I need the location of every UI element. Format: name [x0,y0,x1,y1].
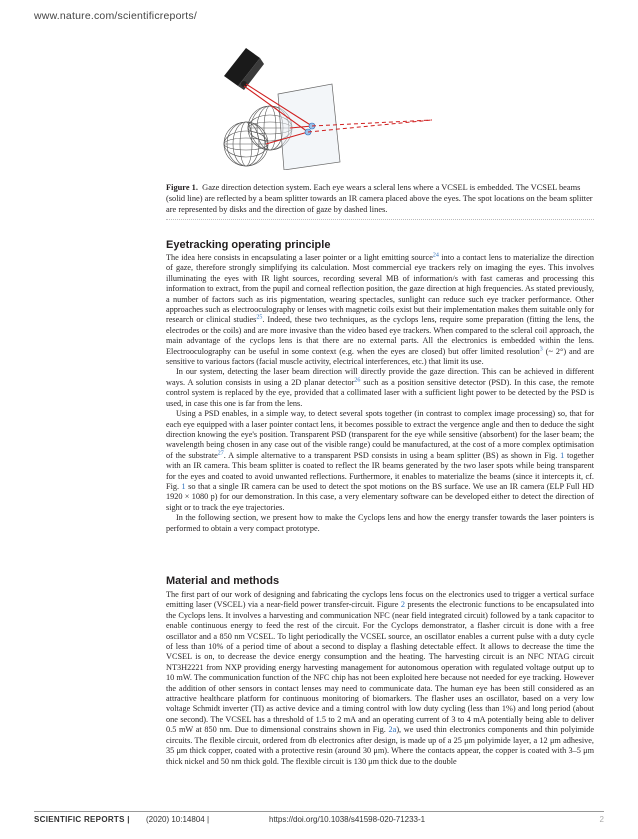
figure-caption [166,182,594,215]
paragraph: Using a PSD enables, in a simple way, to detect several spots together (in contrast to complex image processing) so, that for each eye equipped with a laser pointer contact lens, it becomes possible to extract the vergence angle and then to deduce the sight direction knowing the eye's position. Transparent PSD (transparent for the eye while sensitive (absorbent) for the laser beam; the wavelength being chosen in any case out of the visible range) could be manufactured, at the cost of a more complex optimisation of the substrate$^{27}$. A simple alternative to a transparent PSD consists in using a beam splitter (BS) as shown in Fig. 1 together with an IR camera. This beam splitter is coated to reflect the IR beams generated by the two laser spots while being transparent for the eyes and coated to avoid unwanted reflections. Furthermore, it enables to materialize the beams (since it intercepts it, cf. Fig. 1 so that a single IR camera can be used to detect the spot motions on the BS surface. We use an IR camera (ELP Full HD 1920 × 1080 p) for our demonstration. In this case, a very elementary software can be developed either to detect the direction of sight or to track the eye trajectories. [166,409,595,512]
figure-label: Figure 1. [166,183,198,192]
figure-link[interactable]: 1 [181,481,186,491]
figure-link[interactable]: 2a [388,725,397,735]
journal-url[interactable]: www.nature.com/scientificreports/ [34,10,197,22]
page-footer [34,815,604,824]
ir-camera [224,48,264,90]
reference-link[interactable]: 26 [354,377,361,384]
figure-1-illustration [200,46,440,170]
footer-divider [34,811,604,812]
paragraph: The idea here consists in encapsulating a laser pointer or a light emitting source$^{24}$ into a contact lens to materialize the direction of gaze, therefore strongly simplifying its calculation. Most commercial eye trackers rely on imaging the eyes. This involves illuminating the eyes with IR light sources, recording several MB of information/s with fast cameras and processing this information to extract, from the pupil and corneal reflection position, the gaze direction at high frequencies. As stated previously, a number of factors such as iris pigmentation, wearing spectacles, sunlight can reduce such eye tracker performance. Other approaches such as electrooculography or lenses with magnetic coils exist but their implementation makes them suitable only for research or clinical studies$^{25}$. Indeed, these two techniques, as the cyclops lens, require some preparation (fitting the lens, the electrodes or the coils) and are more invasive than the video based eye trackers. When compared to the scleral coil approach, the main advantage of the cyclops lens is that there are no external parts. All the electronics is embedded within the lens. Electrooculography can be useful in some context (e.g. when the eyes are closed) but offer limited resolution$^3$ (~ 2°) and are sensitive to various factors (facial muscle activity, electrical interferences, etc.) that limit its use. [166,252,594,367]
section-title-eyetracking: Eyetracking operating principle [166,239,331,251]
caption-divider [166,219,594,220]
footer-doi-link[interactable]: https://doi.org/10.1038/s41598-020-71233-1 [269,815,426,824]
paragraph: In the following section, we present how to make the Cyclops lens and how the energy transfer towards the laser pointers is performed to obtain a very compact prototype. [166,513,594,533]
figure-link[interactable]: 2 [400,600,405,610]
footer-journal: SCIENTIFIC REPORTS | [34,815,130,824]
figure-caption-text: Gaze direction detection system. Each eye wears a scleral lens where a VCSEL is embedded. The VCSEL beams (solid line) are reflected by a beam splitter towards an IR camera placed above the eyes. The spot locations on the beam splitter are represented by disks and the direction of gaze by dashed lines. [166,183,593,214]
paragraph: The first part of our work of designing and fabricating the cyclops lens focus on the electronics used to trigger a vertical surface emitting laser (VSCEL) via a near-field power transfer-circuit. Figure 2 presents the electronic functions to be encapsulated into the Cyclops lens. It involves a harvesting and communication NFC (near field integrated circuit) followed by a tank capacitor to enable continuous energy to feed the rest of the circuit. For the Cyclops demonstrator, a flasher circuit is done with a free oscillator and a 850 nm VCSEL. To light periodically the VCSEL source, an oscillator enables a current pulse with a duty cycle of less than 10% of a period time of about a second to display a flashing detectable effect. It allows to decrease the time the VCSEL is on, to decrease the device energy consumption and the heating. The harvesting circuit is an NFC NTAG circuit NT3H2221 from NXP providing energy harvesting management for autonomous operation with regulated voltage output up to 10 mW. The communication function of the NFC chip has not been exploited here because not needed for eye tracking. However the addition of other sensors in contact lenses may need to communicate data. The human eye has been still considered as an attractive healthcare platform for continuous monitoring of biomarkers. The flasher uses an oscillator, based on a very low voltage Schmidt inverter (TI) as active device and a timing control with low duty cycling (less than 1%) and long period (about one second). The VCSEL has a threshold of 1.5 to 2 mA and an operating current of 3 to 4 mA potentially being able to deliver 0.5 mW at 850 nm. Due to dimensional constrains shown in Fig. 2a), we used thin electronics components and thin polyimide circuits. The flexible circuit, ordered from db electronics after design, is made up of a 25 μm polyimide layer, a 12 μm adhesive, 35 μm thick copper, coated with a protective resin (around 30 μm). Where the contacts appear, the copper is coated with 3–5 μm thick nickel and 50 nm thick gold. The flexible circuit is 130 μm thick due to the double [166,590,594,766]
reference-link[interactable]: 25 [256,314,263,321]
section-title-methods: Material and methods [166,575,280,587]
section-eyetracking-body [166,253,594,534]
reference-link[interactable]: 24 [432,252,439,259]
footer-citation: (2020) 10:14804 | [146,815,210,824]
reference-link[interactable]: 3 [539,345,543,352]
section-methods-body [166,590,594,767]
reference-link[interactable]: 27 [217,449,224,456]
figure-link[interactable]: 1 [560,450,565,460]
gaze-detection-diagram [200,46,440,170]
paragraph: In our system, detecting the laser beam direction will directly provide the gaze direction. This can be achieved in different ways. A solution consists in using a 2D planar detector$^{26}$ such as a position sensitive detector (PSD). In this case, the remote control system is replaced by the eye, provided that a collimated laser with a sufficient light power to be detected by the PSD is used, in case this one is far from the lens. [166,367,594,408]
page-number: 2 [599,815,604,824]
